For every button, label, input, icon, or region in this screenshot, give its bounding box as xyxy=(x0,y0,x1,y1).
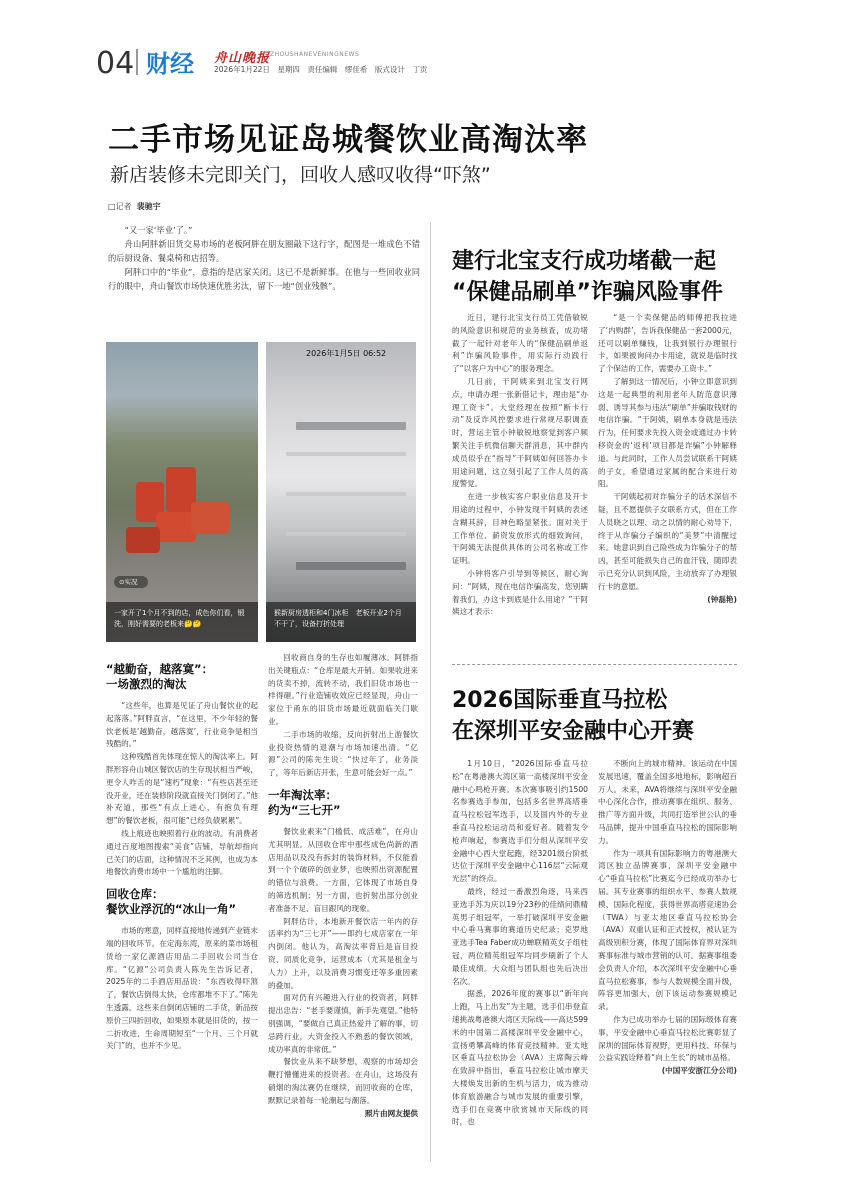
newspaper-logo: 舟山晚报 xyxy=(214,51,271,66)
heading-line: 一年淘汰率： xyxy=(268,787,337,802)
paragraph: 不断向上的城市精神。该运动在中国发展迅速，覆盖全国多地地标，影响超百万人。未来，AVA将继续与深圳平安金融中心深化合作，推动赛事在组织、服务、推广等方面升级，共同打造举世公认的垂马品牌，提升中国垂直马拉松的国际影响力。 xyxy=(598,759,737,845)
issue-meta: 2026年1月22日 星期四 责任编辑 缪佳希 版式设计 丁贡 xyxy=(214,65,428,74)
section-heading xyxy=(106,887,258,917)
section-name: 财经 xyxy=(146,49,194,78)
article2-column2 xyxy=(598,312,737,606)
paragraph: 这种残酷首先体现在惊人的淘汰率上。阿胖形容舟山城区餐饮店的生存现状相当严峻，更令人咋舌的是“速朽”现象：“有些店甚至还没开业，还在装修阶段就直接关门倒闭了。”他补充道，那些“有点上进心、有抱负有理想”的餐饮老板，很可能“已经负债累累”。 xyxy=(106,752,259,826)
heading-line: “越勤奋，越落寞”： xyxy=(106,662,214,676)
title-line: “保健品刷单”诈骗风险事件 xyxy=(452,280,723,305)
paragraph: 最终，经过一番激烈角逐，马来西亚选手苏为庆以19分23秒的佳绩问鼎精英男子组冠军，一举打破深圳平安金融中心垂马赛事的赛道历史纪录；克罗地亚选手Tea Faber成功蝉联精英女子组桂冠，两位精英组冠军均同步刷新了个人最佳成绩。大众组与团队组也先后决出名次。 xyxy=(452,886,588,986)
article3-column1 xyxy=(452,758,588,1129)
page-number: 04 xyxy=(96,46,135,81)
article1-lead xyxy=(108,223,420,293)
paragraph: 二手市场的收缩，反向折射出上游餐饮业投资热情的退潮与市场加速出清。“亿源”公司的陈先生说：“快过年了，业务淡了，等年后新店开张，生意可能会好一点。” xyxy=(268,729,418,778)
paragraph: 近日，建行北宝支行员工凭借敏锐的风险意识和规范的业务核查，成功堵截了一起针对老年人的“保健品刷单返利”诈骗风险事件，用实际行动践行了“以客户为中心”的服务理念。 xyxy=(452,313,588,374)
article3-column2 xyxy=(598,758,737,1078)
paragraph: 餐饮业从来不缺梦想，观察的市场却会鞭打懵懂进来的投资者。在舟山，这场没有硝烟的淘汰赛仍在继续，而回收商的仓库，默默记录着每一轮潮起与潮落。 xyxy=(268,1057,418,1105)
section-heading xyxy=(106,662,258,692)
live-photo-badge: ⊙实况 xyxy=(114,576,148,588)
lead-paragraph: 舟山阿胖新旧货交易市场的老板阿胖在朋友圈敲下这行字，配图是一堆成色不错的后厨设备、餐桌椅和店招等。 xyxy=(108,239,420,263)
paragraph: 了解到这一情况后，小钟立即意识到这是一起典型的利用老年人防范意识薄弱、诱导其参与违法“刷单”并骗取钱财的电信诈骗。“干阿姨，刷单本身就是违法行为，任何要求先投入资金或通过办卡转移资金的‘返利’项目都是诈骗”小钟解释道。与此同时，工作人员尝试联系干阿姨的子女，希望通过家属的配合来进行劝阻。 xyxy=(598,376,737,489)
lead-paragraph: 阿胖口中的“毕业”，意指的是店家关闭。这已不是新鲜事。在他与一些回收业同行的眼中，舟山餐饮市场快速优胜劣汰，留下一地“创业残骸”。 xyxy=(108,267,420,291)
byline-name: 裴驰宇 xyxy=(136,202,161,211)
article1-byline xyxy=(108,201,161,212)
article2-author: (钟磊艳) xyxy=(707,594,737,604)
title-line: 建行北宝支行成功堵截一起 xyxy=(452,249,717,274)
heading-line: 回收仓库： xyxy=(106,887,164,902)
article1-title: 二手市场见证岛城餐饮业高淘汰率 xyxy=(108,122,588,158)
paragraph: 线上痕迹也映照着行业的波动。有消费者通过百度地图搜索“美食”店铺，导航却指向已关门的店面，这种情况不乏其例，也成为本地餐饮消费市场中一个尴尬的注脚。 xyxy=(106,828,258,877)
paragraph: “这些年，也算是见证了舟山餐饮业的起起落落。”阿胖直言，“在这里，不少年轻的餐饮老板是‘越勤奋，越落寞’，行业竞争是相当残酷的。” xyxy=(106,701,258,749)
heading-line: 约为“三七开” xyxy=(268,802,341,817)
photo-kitchen-cabinet xyxy=(266,342,416,642)
section-heading xyxy=(268,788,418,818)
paragraph: 作为一项具有国际影响力的粤港澳大湾区独立品牌赛事，深圳平安金融中心“垂直马拉松”比赛迄今已经成功举办七届。其专业赛事的组织水平、参赛人数规模、国际化程度，获得世界高塔竞速协会（TWA）与亚太地区垂直马拉松协会（AVA）双重认证和正式授权，被认证为高级别积分赛，体现了国际体育界对深圳赛事标准与城市营销的认可。据赛事组委会负责人介绍，本次深圳平安金融中心垂直马拉松赛事，参与人数规模全面升级，阵容更加强大，创下该运动参赛规模记录。 xyxy=(598,848,737,1012)
paragraph: 干阿姨起初对诈骗分子的话术深信不疑，且不愿提供子女联系方式，但在工作人员晓之以理、动之以情的耐心劝导下，终于从诈骗分子编织的“美梦”中清醒过来。她意识到自己险些成为诈骗分子的帮凶，甚至可能损失自己的血汗钱，随即表示已充分认识到风险，主动放弃了办理银行卡的意愿。 xyxy=(598,492,737,591)
paragraph: 几日前，干阿姨来到北宝支行网点，申请办理一张新借记卡，理由是“办理工资卡”。大堂经理在按照“断卡行动”及反诈风控要求进行常规尽职调查时，营运主管小钟敏锐地察觉到客户频繁关注手机微信聊天群消息，其中群内成员似乎在“指导”干阿姨如何回答办卡用途问题，这立刻引起了工作人员的高度警觉。 xyxy=(452,376,588,489)
article3-title xyxy=(452,685,694,747)
article1-subtitle: 新店装修未完即关门，回收人感叹收得“吓煞” xyxy=(110,164,491,186)
article3-author: (中国平安浙江分公司) xyxy=(661,1066,737,1076)
title-line: 2026国际垂直马拉松 xyxy=(452,688,668,713)
newspaper-logo-en: ZHOUSHANEVENINGNEWS xyxy=(270,51,360,58)
photo2-timestamp: 2026年1月5日 06:52 xyxy=(306,349,387,358)
paragraph: 市场的寒意，同样直接地传递到产业链末端的回收环节。在定海东湾，原来的菜市场租赁给一家亿源酒店用品二手回收公司当仓库。“亿源”公司负责人陈先生告诉记者，2025年的二手酒店用品说：“东西收得吓煞了，餐饮店倒得太快，仓库都堆不下了。”陈先生透露，这些来自倒闭店铺的二手货，新品按原价三四折回收，如果原本就是旧货的，按一二折收进，生命周期短至“一个月、三个月就关门”的，也并不少见。 xyxy=(106,926,259,1051)
paragraph: 面对仍有兴趣进入行业的投资者，阿胖提出忠告：“老手要谨慎，新手先观望。”他特别强调，“要做自己真正热爱并了解的事，切忌跨行业，大资金投入不熟悉的餐饮领域，成功率真的非常低。” xyxy=(268,993,418,1054)
paragraph: 据悉，2026年度的赛事以“新年向上跑，马上出发”为主题，选手们串登直速挑战粤港澳大湾区天际线——高达599米的中国第二高楼深圳平安金融中心，宣扬勇攀高峰的体育竞技精神。亚太地区垂直马拉松协会（AVA）主席陶云峰在致辞中指出，垂直马拉松让城市摩天大楼焕发出新的生机与活力，成为推动体育旅游融合与城市发展的重要引擎，选手们在竞赛中欣赏城市天际线的同时，也 xyxy=(452,989,588,1127)
byline-label: □记者 xyxy=(108,202,132,211)
title-line: 在深圳平安金融中心开赛 xyxy=(452,719,695,744)
paragraph: 回收商自身的生存也如履薄冰。阿胖指出关键瓶点：“仓库是最大开销。如果收进来的货卖不掉，流转不动，我们旧货市场也一样得砸。”行业造铺收效应已经显现，舟山一家位于甬东的旧货市场最近就面临关门歇业。 xyxy=(268,653,418,726)
article-divider xyxy=(452,664,737,665)
paragraph: “是一个卖保健品的师傅把我拉进了‘内购群’，告诉我保健品一套2000元，还可以刷单赚钱，让我到银行办理银行卡，如果被询问办卡用途，就说是临时找了个保洁的工作，需要办工资卡。” xyxy=(598,313,737,374)
lead-paragraph: “又一家‘毕业’了。” xyxy=(124,225,193,235)
heading-line: 一场激烈的淘汰 xyxy=(106,677,187,691)
article2-column1 xyxy=(452,312,588,619)
article2-title xyxy=(452,246,723,308)
paragraph: 作为已成功举办七届的国际级体育赛事，平安金融中心垂直马拉松比赛彰显了深圳的国际体育视野，更用科技、环保与公益实践诠释着“向上生长”的城市品格。 xyxy=(598,1014,737,1063)
paragraph: 小钟将客户引导到等候区，耐心询问：“阿姨，现在电信诈骗高发，您别瞒着我们，办这卡到底是什么用途？”干阿姨这才表示： xyxy=(452,568,588,617)
column-divider xyxy=(430,222,431,1162)
photo1-caption: 一家开了1个月不到的店，成色你们看，锻洗，刚好需要的老板来🤔🤔 xyxy=(106,602,258,642)
heading-line: 餐饮业浮沉的“冰山一角” xyxy=(106,902,237,917)
header-divider xyxy=(136,49,138,75)
article1-column2 xyxy=(268,652,418,1120)
paragraph: 餐饮业素来“门槛低、成活难”，在舟山尤其明显。从回收仓库中那些成色尚新的酒店用品以及没有拆封的装饰材料，不仅能看到一个个破碎的创业梦，也映照出资源配置的错位与浪费。一方面，它体现了市场自身的筛选机制；另一方面，也折射出部分创业者准备不足、盲目跟风的现象。 xyxy=(268,826,418,913)
article1-column1 xyxy=(106,662,258,1053)
photo-credit: 照片由网友提供 xyxy=(364,1108,418,1118)
paragraph: 在进一步核实客户职业信息及开卡用途的过程中，小钟发现干阿姨的表述含糊其辞，目神色略显紧张。面对关于工作单位、薪资发放形式的细致询问，干阿姨无法提供具体的公司名称或工作证明。 xyxy=(452,492,588,566)
photo2-caption: 猴新厨房透柜和4门冰柜 老板开业2个月不干了，设备打折处理 xyxy=(266,602,416,642)
photo-chairs xyxy=(106,342,258,642)
paragraph: 阿胖估计，本地新开餐饮店一年内的存活率约为“三七开”——即约七成店家在一年内倒闭。他认为，高淘汰率背后是盲目投资、同质化竞争，运营成本（尤其是租金与人力）上升，以及消费习惯变迁等多重因素的叠加。 xyxy=(268,916,418,990)
paragraph: 1月10日，“2026国际垂直马拉松”在粤港澳大湾区第一高楼深圳平安金融中心鸣枪开赛。本次赛事吸引约1500名参赛选手参加，包括多名世界高塔垂直马拉松冠军选手，以及国内外的专业垂直马拉松运动员和爱好者。随着发令枪声响起，参赛选手们分组从深圳平安金融中心西大堂起跑，经3201级台阶抵达位于深圳平安金融中心116层“云际观光层”的终点。 xyxy=(452,759,588,884)
